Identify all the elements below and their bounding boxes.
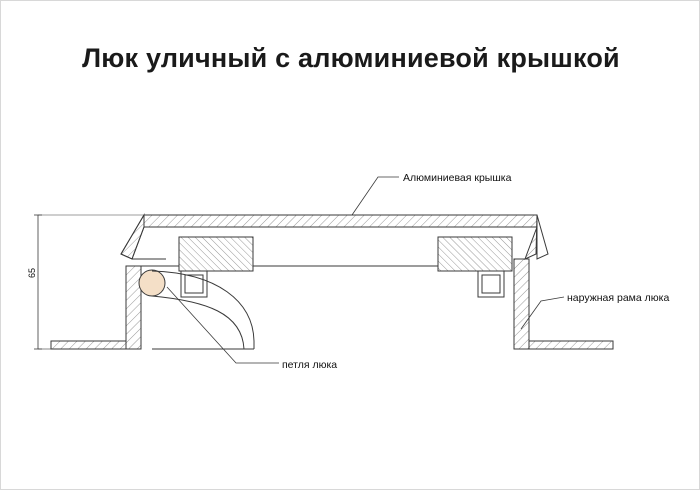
page-title: Люк уличный с алюминиевой крышкой (82, 43, 620, 73)
inner-profile-left (179, 237, 253, 297)
callout-label-lid: Алюминиевая крышка (403, 172, 512, 184)
hatch-cross-section-drawing (1, 1, 700, 491)
dimension-label-height: 65 (27, 267, 37, 278)
callout-label-hinge: петля люка (282, 359, 338, 371)
outer-frame (51, 259, 613, 349)
callout-label-frame: наружная рама люка (567, 292, 670, 304)
inner-profile-right (438, 237, 512, 297)
